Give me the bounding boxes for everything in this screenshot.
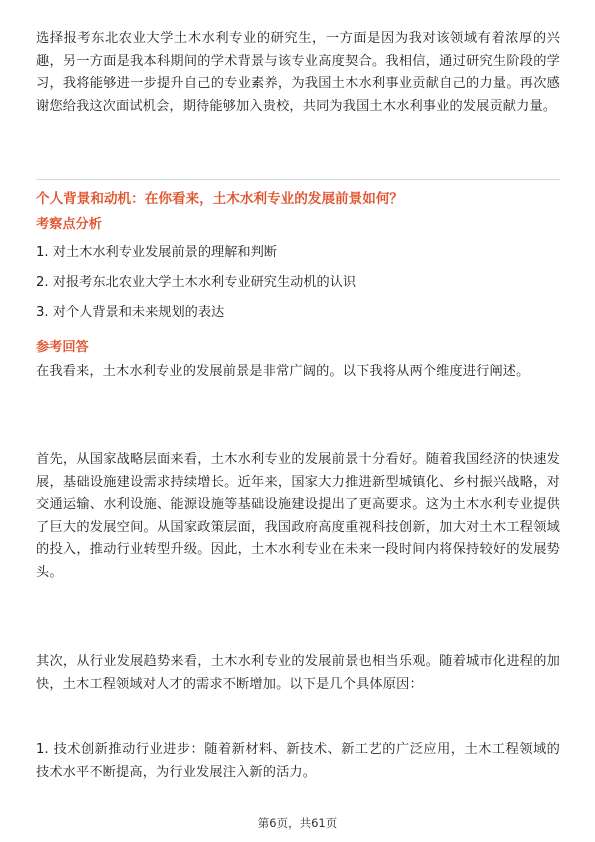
analysis-point: 1. 对土木水利专业发展前景的理解和判断 <box>36 245 277 260</box>
answer-paragraph: 其次，从行业发展趋势来看，土木水利专业的发展前景也相当乐观。随着城市化进程的加快，土木工程领域对人才的需求不断增加。以下是几个具体原因： <box>36 654 560 692</box>
intro-paragraph: 选择报考东北农业大学土木水利专业的研究生，一方面是因为我对该领域有着浓厚的兴趣，另一方面是我本科期间的学术背景与该专业高度契合。我相信，通过研究生阶段的学习，我将能够进一步提升自己的专业素养，为我国土木水利事业贡献自己的力量。再次感谢您给我这次面试机会，期待能够加入贵校，共同为我国土木水利事业的发展贡献力量。 <box>36 31 560 114</box>
analysis-point: 2. 对报考东北农业大学土木水利专业研究生动机的认识 <box>36 275 357 290</box>
answer-heading: 参考回答 <box>36 340 89 355</box>
page-indicator: 第6页，共61页 <box>257 816 338 830</box>
answer-paragraph: 在我看来，土木水利专业的发展前景是非常广阔的。以下我将从两个维度进行阐述。 <box>36 364 530 379</box>
answer-paragraph: 首先，从国家战略层面来看，土木水利专业的发展前景十分看好。随着我国经济的快速发展，基础设施建设需求持续增长。近年来，国家大力推进新型城镇化、乡村振兴战略，对交通运输、水利设施、能源设施等基础设施建设提出了更高要求。这为土木水利专业提供了巨大的发展空间。从国家政策层面，我国政府高度重视科技创新，加大对土木工程领域的投入，推动行业转型升级。因此，土木水利专业在未来一段时间内将保持较好的发展势头。 <box>36 452 560 580</box>
analysis-point: 3. 对个人背景和未来规划的表达 <box>36 305 225 320</box>
analysis-heading: 考察点分析 <box>36 217 102 232</box>
question-heading: 个人背景和动机：在你看来，土木水利专业的发展前景如何？ <box>36 191 404 207</box>
section-divider <box>36 179 560 180</box>
answer-paragraph: 1. 技术创新推动行业进步：随着新材料、新技术、新工艺的广泛应用，土木工程领域的技术水平不断提高，为行业发展注入新的活力。 <box>36 742 560 780</box>
